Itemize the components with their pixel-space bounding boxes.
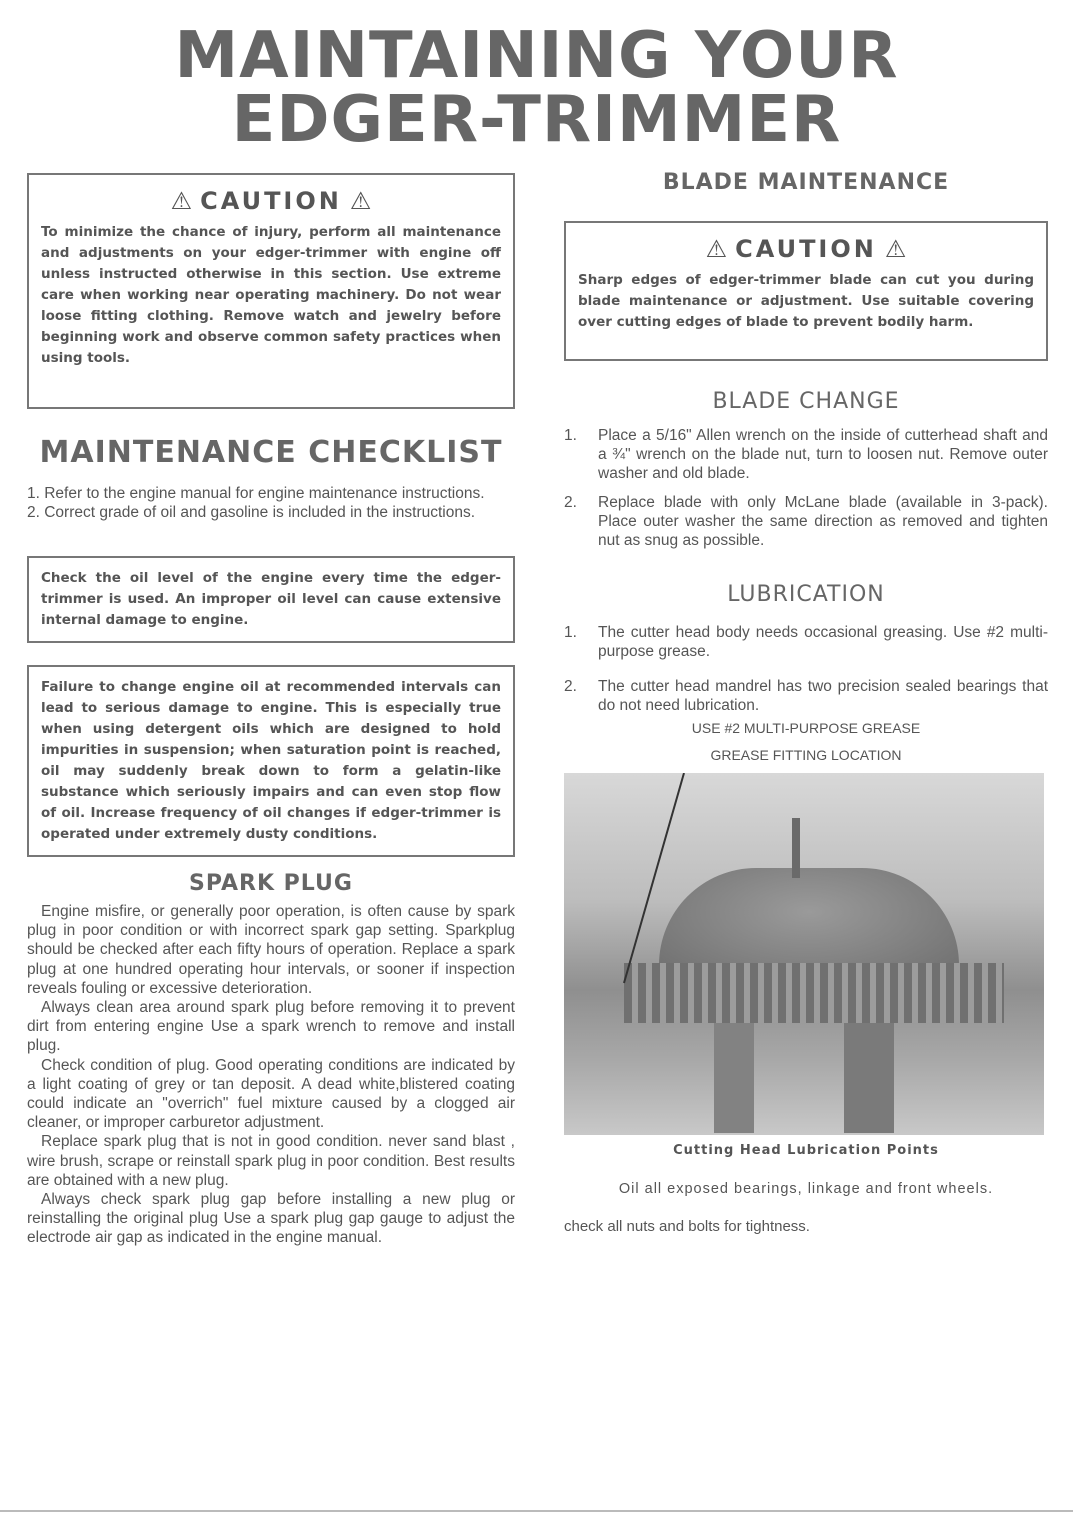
caution-heading [41, 187, 501, 215]
caution-box-blade [564, 221, 1048, 361]
blade-caution-text: Sharp edges of edger-trimmer blade can cut you during blade maintenance or adjustment. Use suitable covering over cutting edges of blade to prevent bodily harm. [578, 272, 1034, 330]
lubrication-heading: LUBRICATION [727, 582, 885, 607]
page-title [0, 19, 1073, 157]
warning-triangle-icon: ⚠ [349, 187, 372, 215]
step-number: 2. [564, 494, 577, 511]
left-column [27, 173, 515, 1248]
spark-plug-section [27, 902, 515, 1248]
spark-plug-paragraph: Always clean area around spark plug before removing it to prevent dirt from entering engine Use a spark wrench to remove and install plug. [27, 999, 515, 1055]
step-number: 1. [564, 624, 577, 641]
oil-note: Oil all exposed bearings, linkage and front wheels. [618, 1181, 994, 1197]
blade-change-heading: BLADE CHANGE [712, 389, 900, 414]
step-number: 2. [564, 678, 577, 695]
caution-heading [578, 235, 1034, 263]
spark-plug-paragraph: Always check spark plug gap before installing a new plug or reinstalling the original plug Use a spark plug gap gauge to adjust the electrode air gap as indicated in the engine manual. [27, 1191, 515, 1247]
pointer-line [564, 773, 1044, 1135]
check-note: check all nuts and bolts for tightness. [564, 1218, 810, 1235]
bottom-rule [0, 1510, 1073, 1512]
maintenance-checklist [27, 484, 515, 522]
page-title-line1: MAINTAINING YOUR [174, 19, 899, 93]
caution-box-general [27, 173, 515, 409]
oil-change-notice [27, 665, 515, 857]
step-text: Replace blade with only McLane blade (available in 3-pack). Place outer washer the same direction as removed and tighten nut as snug as possible. [598, 494, 1048, 549]
caution-text: To minimize the chance of injury, perform all maintenance and adjustments on your edger-trimmer with engine off unless instructed otherwise in this section. Use extreme care when working near operating machinery. Do not wear loose fitting clothing. Remove watch and jewelry before beginning work and observe common safety practices when using tools. [41, 224, 501, 366]
warning-triangle-icon: ⚠ [170, 187, 193, 215]
step-number: 1. [564, 427, 577, 444]
step-text: The cutter head mandrel has two precision sealed bearings that do not need lubrication. [598, 678, 1048, 714]
spark-plug-paragraph: Replace spark plug that is not in good condition. never sand blast , wire brush, scrape or reinstall spark plug in poor condition. Best results are obtained with a new plug. [27, 1133, 515, 1189]
spark-plug-paragraph: Engine misfire, or generally poor operation, is often cause by spark plug in poor condition or with incorrect spark gap setting. Sparkplug should be checked after each fifty hours of operation. Replace a spark plug at one hundred operating hour intervals, or sooner if inspection reveals fouling or excessive deterioration. [27, 903, 515, 997]
right-column [564, 170, 1048, 1236]
grease-label: USE #2 MULTI-PURPOSE GREASE [691, 720, 921, 736]
list-item [564, 426, 1048, 483]
checklist-item: 1. Refer to the engine manual for engine maintenance instructions. [27, 485, 485, 502]
lubrication-steps [564, 623, 1048, 715]
list-item [564, 623, 1048, 661]
list-item [564, 493, 1048, 550]
blade-change-steps [564, 426, 1048, 550]
blade-maintenance-heading: BLADE MAINTENANCE [662, 170, 950, 195]
spark-plug-heading: SPARK PLUG [189, 871, 353, 896]
warning-triangle-icon: ⚠ [884, 235, 907, 263]
page-title-line2: EDGER-TRIMMER [231, 83, 842, 157]
spark-plug-paragraph: Check condition of plug. Good operating conditions are indicated by a light coating of grey or tan deposit. A dead white,blistered coating could indicate an "overrich" fuel mixture caused by a clogged air cleaner, or improper carburetor adjustment. [27, 1056, 515, 1132]
caution-heading-text: CAUTION [735, 235, 877, 263]
grease-fitting-label: GREASE FITTING LOCATION [710, 747, 902, 763]
oil-change-text: Failure to change engine oil at recommended intervals can lead to serious damage to engine. This is especially true when using detergent oils which are designed to hold impurities in suspension; when saturation point is reached, oil may suddenly break down to form a gelatin-like substance which seriously impairs and can even stop flow of oil. Increase frequency of oil changes if edger-trimmer is operated under extremely dusty conditions. [41, 679, 501, 842]
oil-level-notice [27, 556, 515, 643]
caution-heading-text: CAUTION [200, 187, 342, 215]
list-item [564, 677, 1048, 715]
oil-level-text: Check the oil level of the engine every time the edger-trimmer is used. An improper oil level can cause extensive internal damage to engine. [41, 570, 501, 628]
photo-caption: Cutting Head Lubrication Points [673, 1143, 939, 1158]
step-text: Place a 5/16" Allen wrench on the inside of cutterhead shaft and a ¾" wrench on the blade nut, turn to loosen nut. Remove outer washer and old blade. [598, 427, 1048, 482]
maintenance-checklist-heading: MAINTENANCE CHECKLIST [39, 435, 503, 470]
step-text: The cutter head body needs occasional greasing. Use #2 multi-purpose grease. [598, 624, 1048, 660]
cutting-head-photo [564, 773, 1044, 1135]
warning-triangle-icon: ⚠ [705, 235, 728, 263]
checklist-item: 2. Correct grade of oil and gasoline is included in the instructions. [27, 504, 476, 521]
